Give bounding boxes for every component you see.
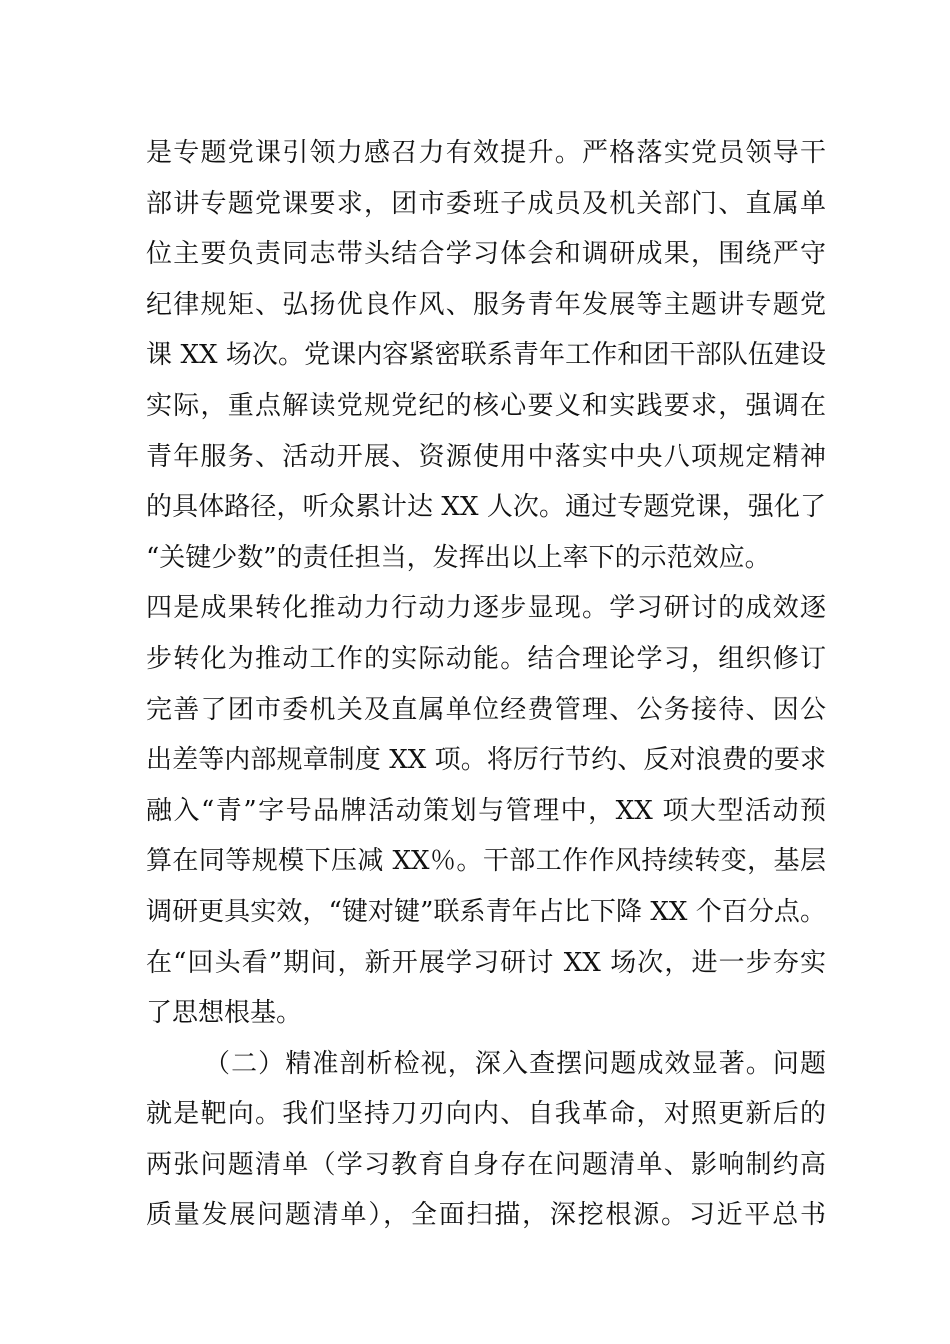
text-line: “关键少数”的责任担当，发挥出以上率下的示范效应。 — [146, 542, 771, 573]
text-line: 实际，重点解读党规党纪的核心要义和实践要求，强调在 — [146, 390, 826, 421]
text-line: 完善了团市委机关及直属单位经费管理、公务接待、因公 — [146, 694, 826, 725]
text-line: 两张问题清单（学习教育自身存在问题清单、影响制约高 — [146, 1149, 826, 1180]
text-line: 质量发展问题清单），全面扫描，深挖根源。习近平总书 — [146, 1200, 826, 1231]
section-heading-line: （二）精准剖析检视，深入查摆问题成效显著。问题 — [204, 1048, 826, 1079]
text-line: 四是成果转化推动力行动力逐步显现。学习研讨的成效逐 — [146, 593, 826, 624]
text-line: 位主要负责同志带头结合学习体会和调研成果，围绕严守 — [146, 239, 826, 270]
text-line: 就是靶向。我们坚持刀刃向内、自我革命，对照更新后的 — [146, 1099, 826, 1130]
text-line: 纪律规矩、弘扬优良作风、服务青年发展等主题讲专题党 — [146, 289, 826, 320]
text-line: 调研更具实效，“键对键”联系青年占比下降 XX 个百分点。 — [146, 896, 826, 927]
text-line: 了思想根基。 — [146, 998, 303, 1029]
text-line: 部讲专题党课要求，团市委班子成员及机关部门、直属单 — [146, 188, 826, 219]
text-line: 是专题党课引领力感召力有效提升。严格落实党员领导干 — [146, 138, 826, 168]
body-text — [146, 128, 826, 1241]
text-line: 的具体路径，听众累计达 XX 人次。通过专题党课，强化了 — [146, 492, 826, 523]
text-line: 出差等内部规章制度 XX 项。将厉行节约、反对浪费的要求 — [146, 745, 826, 776]
text-line: 融入“青”字号品牌活动策划与管理中，XX 项大型活动预 — [146, 795, 826, 826]
text-line: 步转化为推动工作的实际动能。结合理论学习，组织修订 — [146, 643, 826, 674]
text-line: 课 XX 场次。党课内容紧密联系青年工作和团干部队伍建设 — [146, 340, 826, 371]
text-line: 算在同等规模下压减 XX％。干部工作作风持续转变，基层 — [146, 846, 826, 877]
text-line: 青年服务、活动开展、资源使用中落实中央八项规定精神 — [146, 441, 826, 472]
text-line: 在“回头看”期间，新开展学习研讨 XX 场次，进一步夯实 — [146, 947, 826, 978]
